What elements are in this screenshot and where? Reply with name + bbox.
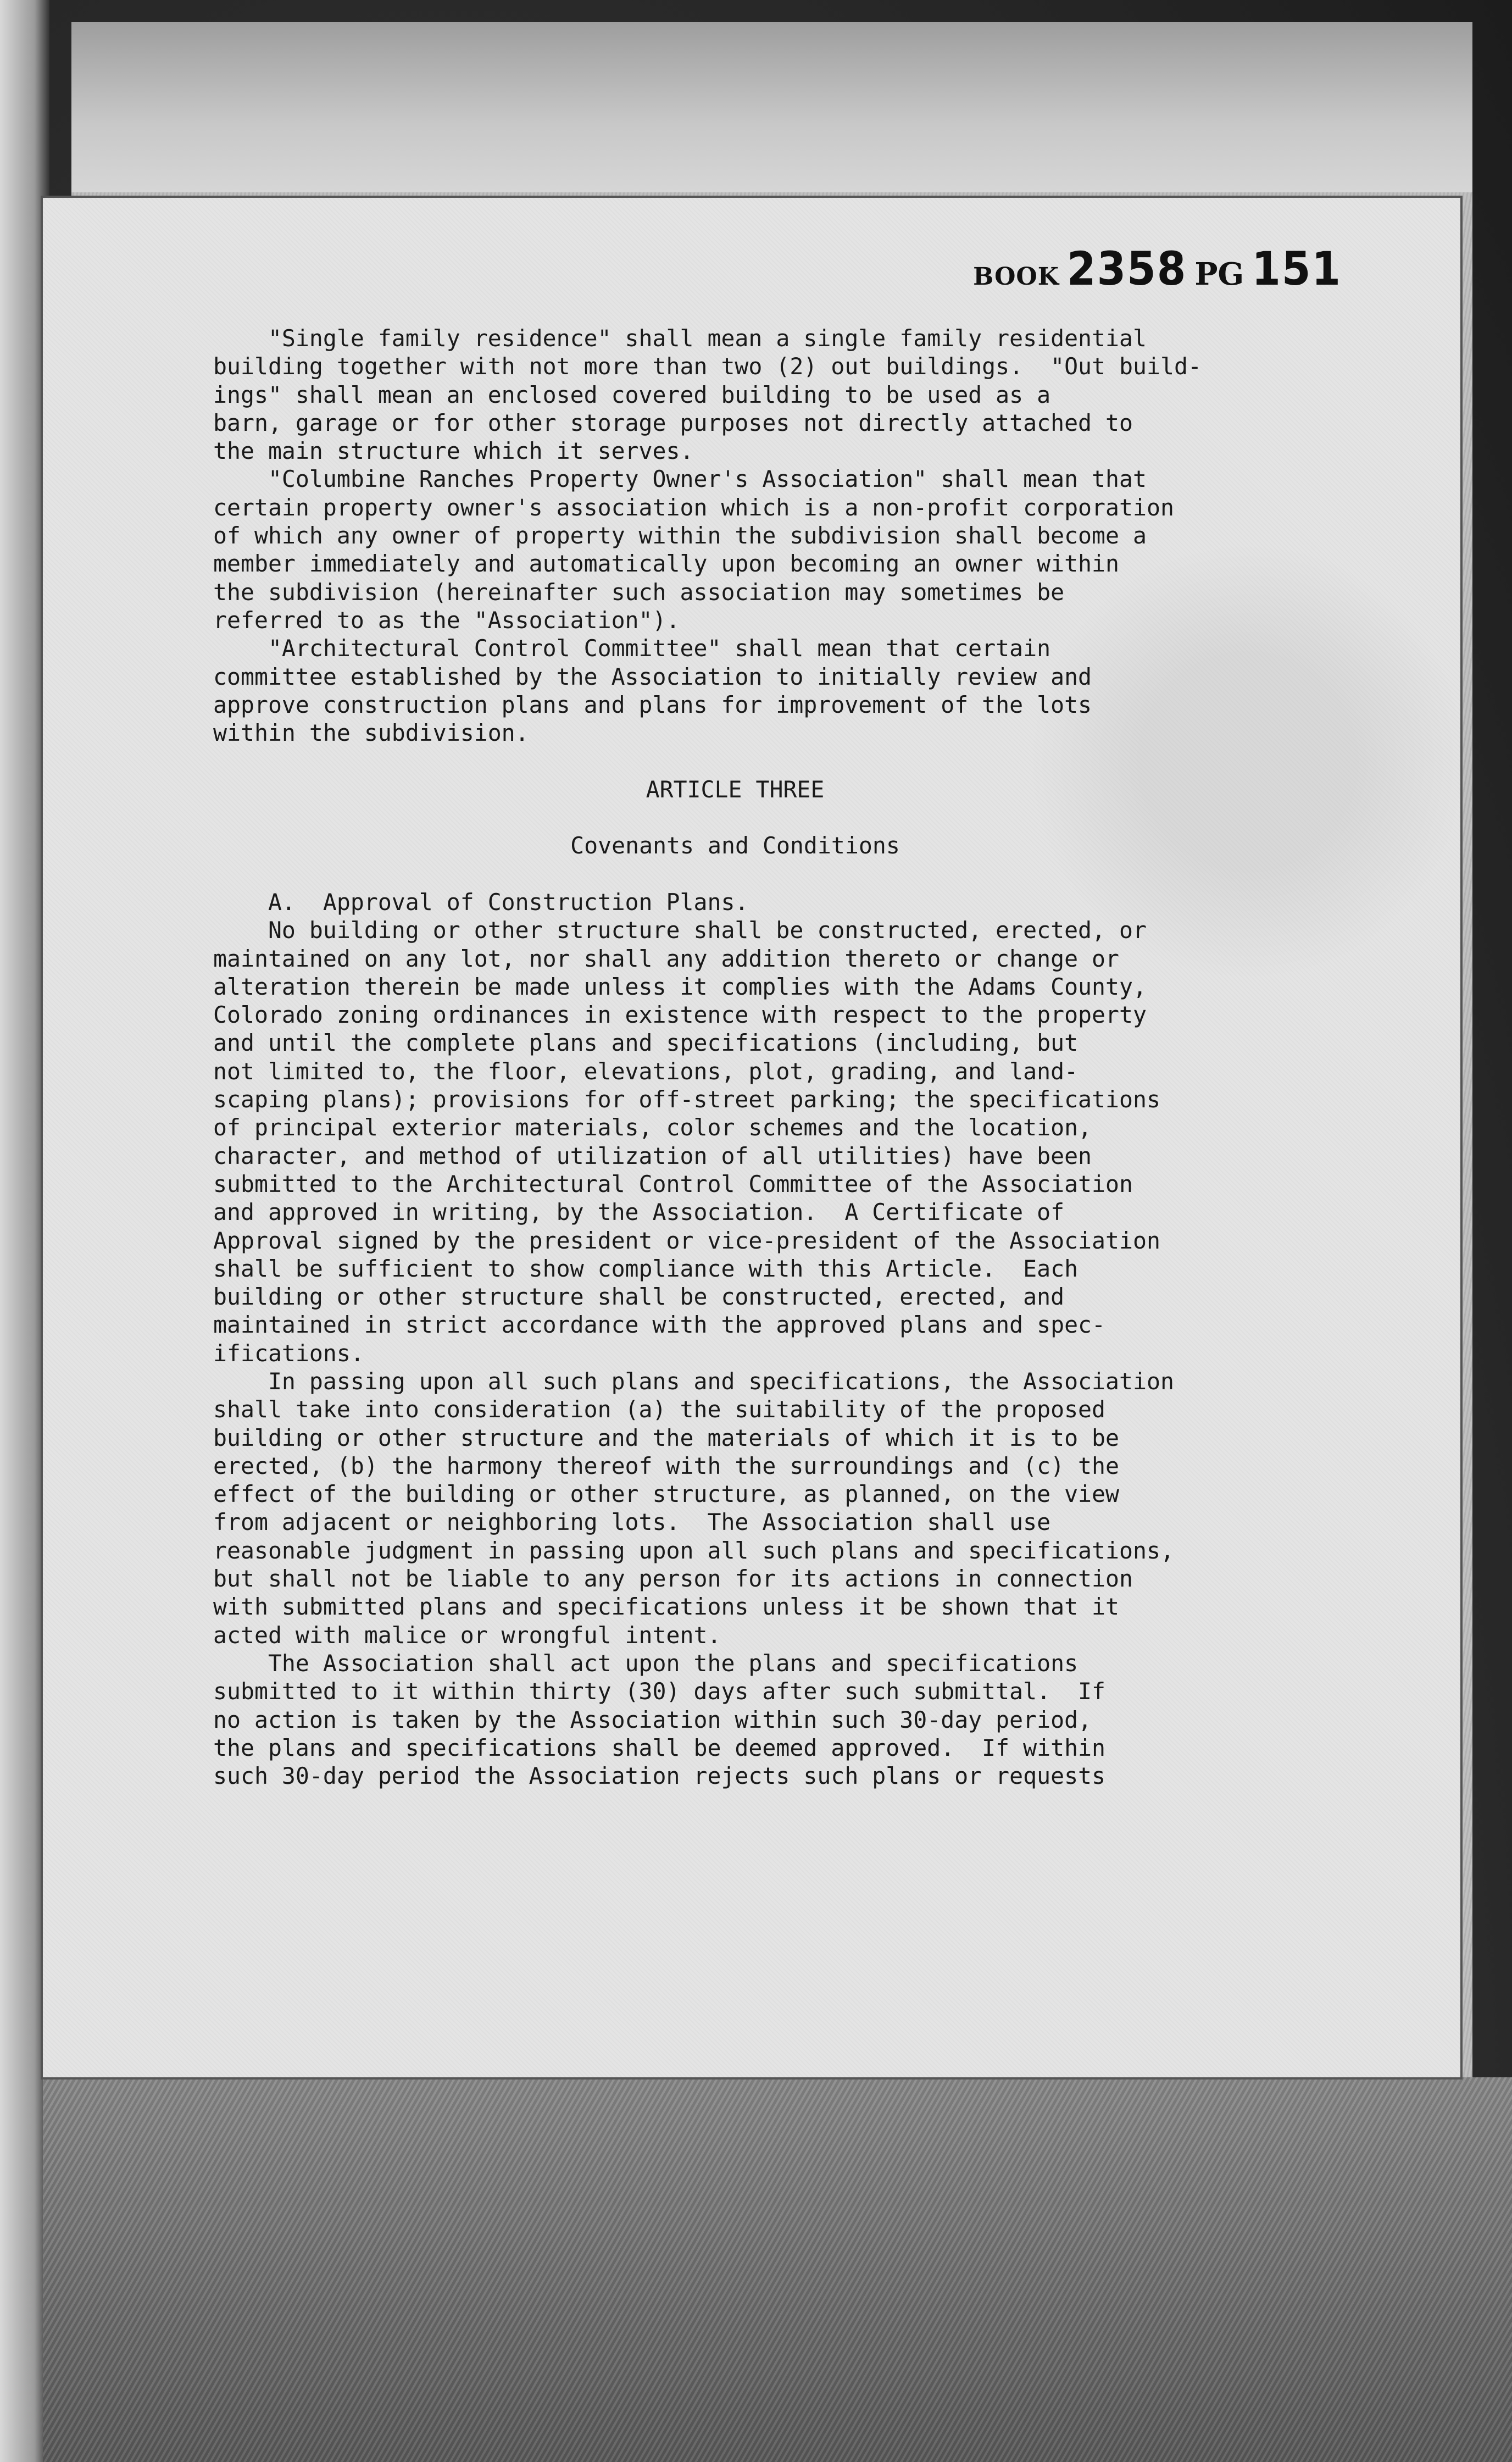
text-line: character, and method of utilization of all utilities) have been [213,1142,1092,1169]
text-line: erected, (b) the harmony thereof with the surroundings and (c) the [213,1452,1120,1479]
text-line: referred to as the "Association"). [213,606,680,634]
text-line: ings" shall mean an enclosed covered building to be used as a [213,381,1051,408]
text-line: barn, garage or for other storage purposes not directly attached to [213,409,1133,436]
text-line: "Architectural Control Committee" shall mean that certain [213,635,1051,662]
text-line: of which any owner of property within the subdivision shall become a [213,522,1147,550]
text-line: of principal exterior materials, color schemes and the location, [213,1114,1092,1141]
page-number: 151 [1252,242,1342,296]
text-line: shall take into consideration (a) the suitability of the proposed [213,1396,1106,1423]
text-line: effect of the building or other structure, as planned, on the view [213,1480,1120,1508]
spacer [213,860,1257,888]
paragraph-approval [213,916,1257,1367]
text-line: the plans and specifications shall be deemed approved. If within [213,1734,1106,1761]
text-line: such 30-day period the Association rejects such plans or requests [213,1762,1106,1790]
article-title: ARTICLE THREE [646,775,825,803]
text-line: no action is taken by the Association within such 30-day period, [213,1706,1092,1733]
text-line: the subdivision (hereinafter such association may sometimes be [213,578,1065,606]
definition-architectural-committee [213,634,1257,747]
text-line: submitted to it within thirty (30) days after such submittal. If [213,1678,1106,1705]
page-label: PG [1194,256,1244,292]
book-number: 2358 [1066,242,1187,296]
text-line: ifications. [213,1339,364,1367]
paragraph-timeline [213,1649,1257,1790]
text-line: reasonable judgment in passing upon all such plans and specifications, [213,1537,1174,1564]
article-subtitle: Covenants and Conditions [570,832,900,860]
document-body [213,324,1257,1790]
definition-single-family [213,324,1257,465]
text-line: the main structure which it serves. [213,437,694,465]
text-line: alteration therein be made unless it complies with the Adams County, [213,973,1147,1000]
text-line: within the subdivision. [213,719,529,747]
text-line: Colorado zoning ordinances in existence with respect to the property [213,1001,1147,1029]
text-line: not limited to, the floor, elevations, plot, grading, and land- [213,1057,1079,1085]
section-heading: A. Approval of Construction Plans. [213,888,749,916]
definition-association [213,465,1257,634]
text-line: maintained in strict accordance with the approved plans and spec- [213,1311,1106,1339]
text-line: building together with not more than two (2) out buildings. "Out build- [213,353,1202,380]
recording-stamp [973,242,1342,296]
text-line: but shall not be liable to any person for its actions in connection [213,1565,1133,1593]
text-line: "Columbine Ranches Property Owner's Association" shall mean that [213,465,1147,493]
text-line: In passing upon all such plans and specifications, the Association [213,1367,1174,1395]
text-line: and until the complete plans and specifications (including, but [213,1029,1079,1057]
bottom-scan-margin [43,2077,1512,2462]
text-line: No building or other structure shall be constructed, erected, or [213,917,1147,944]
spacer [213,747,1257,775]
text-line: from adjacent or neighboring lots. The Association shall use [213,1509,1051,1536]
text-line: The Association shall act upon the plans and specifications [213,1649,1079,1677]
text-line: Approval signed by the president or vice-president of the Association [213,1227,1160,1254]
text-line: submitted to the Architectural Control Committee of the Association [213,1170,1133,1197]
left-scan-edge [0,0,49,2462]
text-line: with submitted plans and specifications unless it be shown that it [213,1593,1120,1621]
text-line: acted with malice or wrongful intent. [213,1621,721,1649]
text-line: building or other structure and the materials of which it is to be [213,1424,1120,1451]
top-scan-margin [71,22,1472,192]
book-label: BOOK [973,263,1059,291]
text-line: "Single family residence" shall mean a single family residential [213,325,1147,352]
text-line: scaping plans); provisions for off-street parking; the specifications [213,1086,1160,1113]
text-line: maintained on any lot, nor shall any addition thereto or change or [213,945,1120,972]
text-line: committee established by the Association to initially review and [213,663,1092,690]
paragraph-judgment [213,1367,1257,1649]
text-line: building or other structure shall be constructed, erected, and [213,1283,1065,1311]
text-line: and approved in writing, by the Association. A Certificate of [213,1199,1065,1226]
text-line: member immediately and automatically upon becoming an owner within [213,550,1120,578]
text-line: approve construction plans and plans for improvement of the lots [213,691,1092,718]
text-line: certain property owner's association which is a non-profit corporation [213,493,1174,521]
spacer [213,803,1257,831]
text-line: shall be sufficient to show compliance with this Article. Each [213,1255,1079,1282]
